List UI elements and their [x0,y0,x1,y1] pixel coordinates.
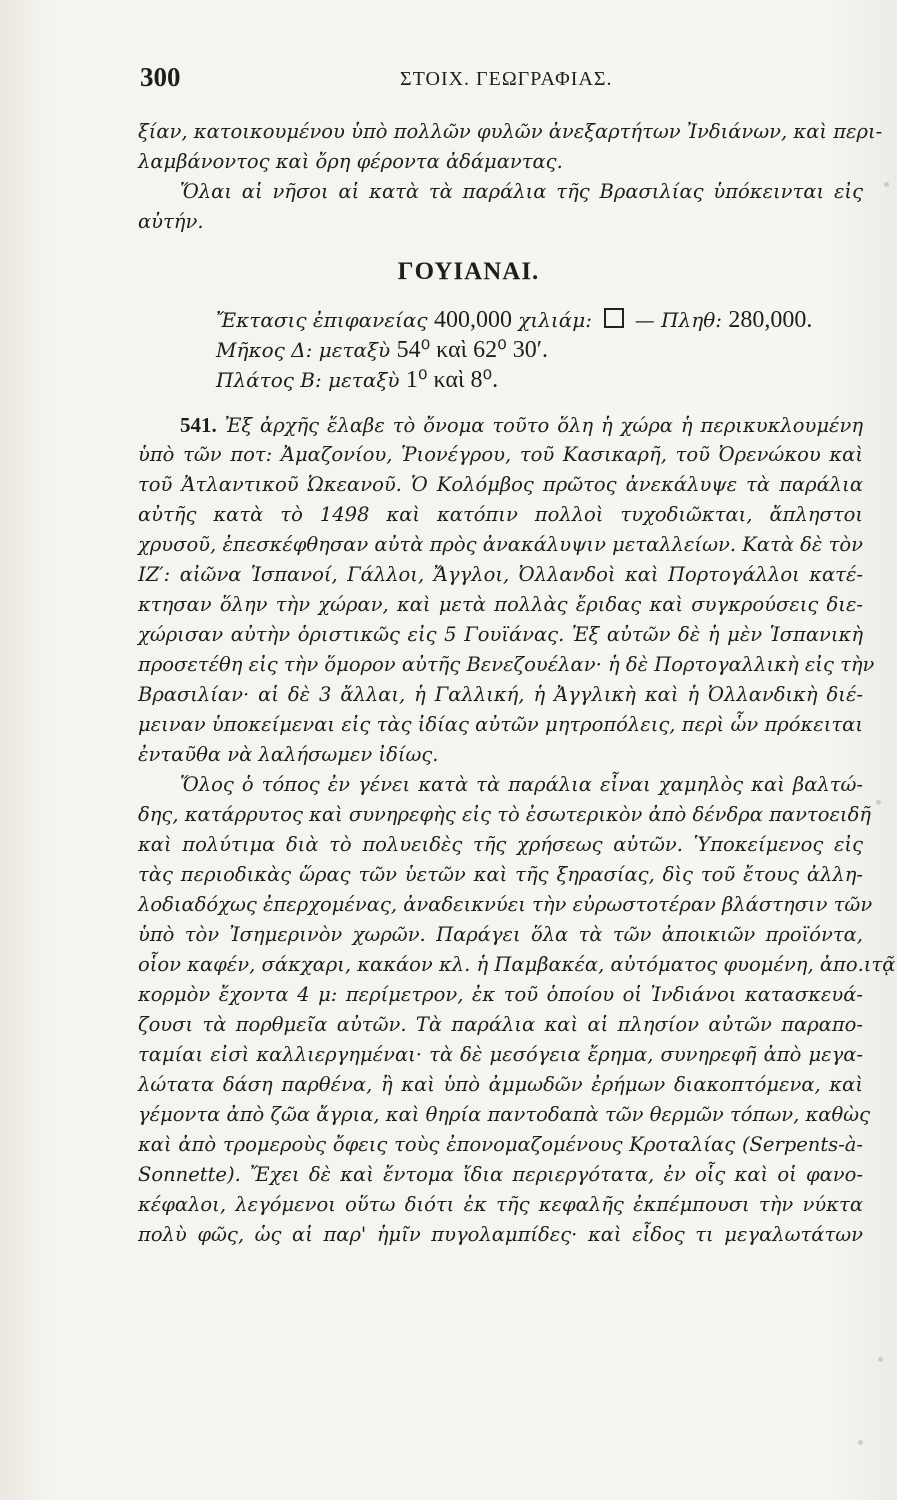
text-line: ἐνταῦθα νὰ λαλήσωμεν ἰδίως. [138,743,439,766]
text-line: χώρισαν αὐτὴν ὁριστικῶς εἰς 5 Γουϊάνας. Ἐξ αὐτῶν δὲ ἡ μὲν Ἱσπανικὴ [138,623,863,646]
square-symbol-icon [604,308,624,328]
population-label: — Πληθ: [634,308,722,332]
paper-speck [884,182,889,187]
paragraph-number: 541. [180,413,217,437]
text-line: οἷον καφέν, σάκχαρι, κακάον κλ. ἡ Παμβακέα, αὐτόματος φυομένη, ἀπο.ιτᾷ [138,953,896,976]
paper-speck [878,1357,883,1362]
text-line: κτησαν ὅλην τὴν χώραν, καὶ μετὰ πολλὰς ἔριδας καὶ συγκρούσεις διε- [138,593,863,616]
text-line: ΙΖ′: αἰῶνα Ἱσπανοί, Γάλλοι, Ἄγγλοι, Ὀλλανδοὶ καὶ Πορτογάλλοι κατέ- [138,563,863,586]
area-label: Ἔκτασις ἐπιφανείας [216,308,428,332]
text-line: Βρασιλίαν· αἱ δὲ 3 ἄλλαι, ἡ Γαλλική, ἡ Ἀγγλικὴ καὶ ἡ Ὀλλανδικὴ διέ- [138,683,863,706]
text-line: πολὺ φῶς, ὡς αἱ παρ' ἡμῖν πυγολαμπίδες· καὶ εἶδος τι μεγαλωτάτων [138,1223,863,1246]
text-line: Ἐξ ἀρχῆς ἔλαβε τὸ ὄνομα τοῦτο ὅλη ἡ χώρα ἡ περικυκλουμένη [224,414,863,437]
intro-paragraph [138,117,883,237]
population-value: 280,000. [728,307,813,333]
longitude-label: Μῆκος Δ: μεταξὺ [216,338,391,362]
text-line: Ὅλος ὁ τόπος ἐν γένει κατὰ τὰ παράλια εἶναι χαμηλὸς καὶ βαλτώ- [180,773,863,796]
text-line: γέμοντα ἀπὸ ζῶα ἄγρια, καὶ θηρία παντοδαπὰ τῶν θερμῶν τόπων, καθὼς [138,1103,871,1126]
body-text [138,410,896,1250]
text-line: Sonnette). Ἔχει δὲ καὶ ἔντομα ἴδια περιεργότατα, ἐν οἷς καὶ οἱ φανο- [138,1163,863,1186]
text-line: καὶ πολύτιμα διὰ τὸ πολυειδὲς τῆς χρήσεως αὐτῶν. Ὑποκείμενος εἰς [138,833,863,856]
latitude-line [216,365,866,395]
text-line: δης, κατάρρυτος καὶ συνηρεφὴς εἰς τὸ ἐσωτερικὸν ἀπὸ δένδρα παντοειδῆ [138,803,871,826]
text-line: λοδιαδόχως ἐπερχομένας, ἀναδεικνύει τὴν εὐρωστοτέραν βλάστησιν τῶν [138,893,873,916]
latitude-values: 1⁰ καὶ 8⁰. [405,367,499,393]
stats-block [216,305,866,395]
text-line: κέφαλοι, λεγόμενοι οὕτω διότι ἐκ τῆς κεφαλῆς ἐκπέμπουσι τὴν νύκτα [138,1193,863,1216]
text-line: ξίαν, κατοικουμένου ὑπὸ πολλῶν φυλῶν ἀνεξαρτήτων Ἰνδιάνων, καὶ περι- [138,120,883,143]
text-line: κορμὸν ἔχοντα 4 μ: περίμετρον, ἐκ τοῦ ὁποίου οἱ Ἰνδιάνοι κατασκευά- [138,983,863,1006]
longitude-line [216,335,866,365]
page-number: 300 [140,62,181,92]
text-line: ὑπὸ τῶν ποτ: Ἀμαζονίου, Ῥιονέγρου, τοῦ Κασικαρῆ, τοῦ Ὀρενώκου καὶ [138,443,863,466]
text-line: αὐτῆς κατὰ τὸ 1498 καὶ κατόπιν πολλοὶ τυχοδιῶκται, ἄπληστοι [138,503,863,526]
text-line: ταμίαι εἰσὶ καλλιεργημέναι· τὰ δὲ μεσόγεια ἔρημα, συνηρεφῆ ἀπὸ μεγα- [138,1043,863,1066]
paragraph-541-first-line [138,410,863,440]
area-unit: χιλιάμ: [518,308,593,332]
text-line: ὑπὸ τὸν Ἰσημερινὸν χωρῶν. Παράγει ὅλα τὰ τῶν ἀποικιῶν προϊόντα, [138,923,863,946]
text-line: τοῦ Ἀτλαντικοῦ Ὠκεανοῦ. Ὁ Κολόμβος πρῶτος ἀνεκάλυψε τὰ παράλια [138,473,863,496]
text-line: αὐτήν. [138,210,204,233]
text-line: λαμβάνοντος καὶ ὄρη φέροντα ἀδάμαντας. [138,150,563,173]
text-line: καὶ ἀπὸ τρομεροὺς ὄφεις τοὺς ἐπονομαζομένους Κροταλίας (Serpents-à- [138,1133,863,1156]
text-line: τὰς περιοδικὰς ὥρας τῶν ὑετῶν καὶ τῆς ξηρασίας, δὶς τοῦ ἔτους ἀλλη- [138,863,863,886]
text-line: χρυσοῦ, ἐπεσκέφθησαν αὐτὰ πρὸς ἀνακάλυψιν μεταλλείων. Κατὰ δὲ τὸν [138,533,863,556]
text-line: μειναν ὑποκείμεναι εἰς τὰς ἰδίας αὐτῶν μητροπόλεις, περὶ ὧν πρόκειται [138,713,863,736]
section-title: ΓΟΥΙΑΝΑΙ. [397,258,540,285]
area-value: 400,000 [433,307,512,333]
longitude-values: 54⁰ καὶ 62⁰ 30′. [396,337,548,363]
area-line [216,305,866,335]
paper-speck [858,1440,863,1445]
text-line: προσετέθη εἰς τὴν ὅμορον αὐτῆς Βενεζουέλαν· ἡ δὲ Πορτογαλλικὴ εἰς τὴν [138,653,875,676]
paper-speck [876,800,881,805]
latitude-label: Πλάτος Β: μεταξὺ [216,368,400,392]
running-head: ΣΤΟΙΧ. ΓΕΩΓΡΑΦΙΑΣ. [400,68,613,90]
text-line: ζουσι τὰ πορθμεῖα αὐτῶν. Τὰ παράλια καὶ αἱ πλησίον αὐτῶν παραπο- [138,1013,863,1036]
text-line: Ὅλαι αἱ νῆσοι αἱ κατὰ τὰ παράλια τῆς Βρασιλίας ὑπόκεινται εἰς [180,180,863,203]
page-header [138,62,860,102]
text-line: λώτατα δάση παρθένα, ἢ καὶ ὑπὸ ἀμμωδῶν ἐρήμων διακοπτόμενα, καὶ [138,1073,863,1096]
